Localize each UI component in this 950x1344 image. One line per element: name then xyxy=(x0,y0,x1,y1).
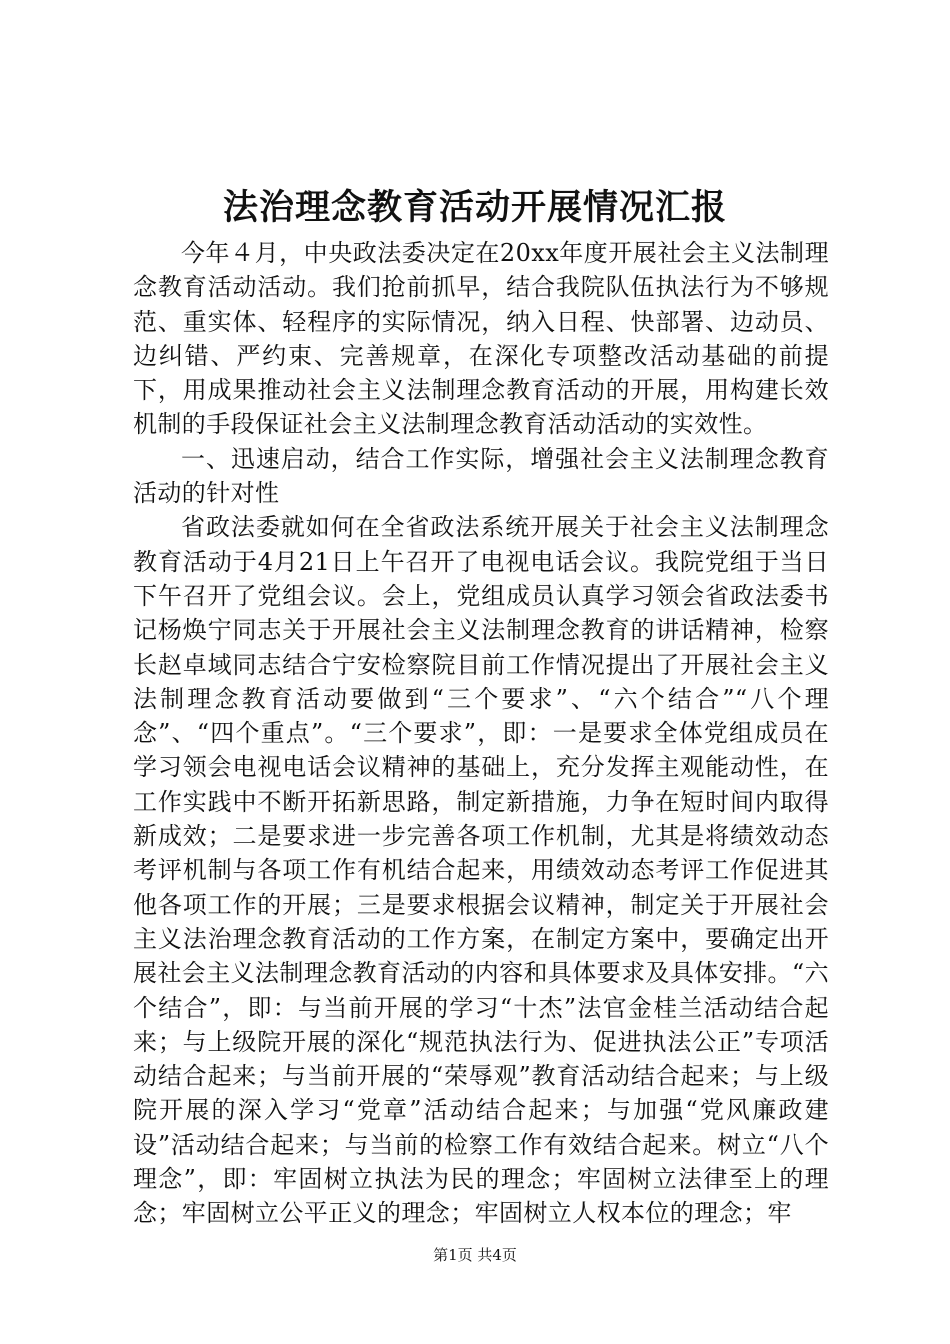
paragraph-section-1: 省政法委就如何在全省政法系统开展关于社会主义法制理念教育活动于4月21日上午召开了电视电话会议。我院党组于当日下午召开了党组会议。会上，党组成员认真学习领会省政法委书记杨焕宁同志关于开展社会主义法制理念教育的讲话精神，检察长赵卓域同志结合宁安检察院目前工作情况提出了开展社会主义法制理念教育活动要做到“三个要求”、“六个结合”“八个理念”、“四个重点”。“三个要求”，即：一是要求全体党组成员在学习领会电视电话会议精神的基础上，充分发挥主观能动性，在工作实践中不断开拓新思路，制定新措施，力争在短时间内取得新成效；二是要求进一步完善各项工作机制，尤其是将绩效动态考评机制与各项工作有机结合起来，用绩效动态考评工作促进其他各项工作的开展；三是要求根据会议精神，制定关于开展社会主义法治理念教育活动的工作方案，在制定方案中，要确定出开展社会主义法制理念教育活动的内容和具体要求及具体安排。“六个结合”，即：与当前开展的学习“十杰”法官金桂兰活动结合起来；与上级院开展的深化“规范执法行为、促进执法公正”专项活动结合起来；与当前开展的“荣辱观”教育活动结合起来；与上级院开展的深入学习“党章”活动结合起来；与加强“党风廉政建设”活动结合起来；与当前的检察工作有效结合起来。树立“八个理念”，即：牢固树立执法为民的理念；牢固树立法律至上的理念；牢固树立公平正义的理念；牢固树立人权本位的理念；牢 xyxy=(133,513,829,1228)
document-body xyxy=(133,236,829,1231)
section-heading-1: 一、迅速启动，结合工作实际，增强社会主义法制理念教育活动的针对性 xyxy=(133,444,829,508)
paragraph-intro: 今年４月，中央政法委决定在20xx年度开展社会主义法制理念教育活动活动。我们抢前抓早，结合我院队伍执法行为不够规范、重实体、轻程序的实际情况，纳入日程、快部署、边动员、边纠错、严约束、完善规章，在深化专项整改活动基础的前提下，用成果推动社会主义法制理念教育活动的开展，用构建长效机制的手段保证社会主义法制理念教育活动活动的实效性。 xyxy=(133,239,829,439)
document-title: 法治理念教育活动开展情况汇报 xyxy=(222,187,727,228)
page-footer: 第1页 共4页 xyxy=(433,1246,517,1264)
